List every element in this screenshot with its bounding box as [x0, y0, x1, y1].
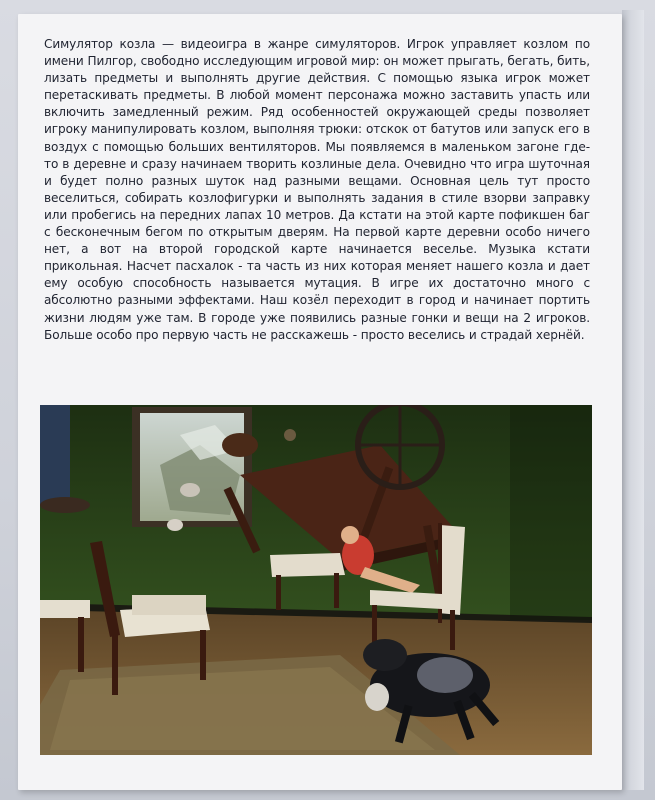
article-paragraph: Симулятор козла — видеоигра в жанре симуляторов. Игрок управляет козлом по имени Пилгор, свободно исследующим игровой мир: он может прыгать, бегать, бить, лизать предметы и выполнять другие действия. С помощью языка игрок может перетаскивать предметы. В любой момент персонажа можно заставить упасть или включить замедленный режим. Ряд особенностей окружающей среды позволяет игроку манипулировать козлом, выполняя трюки: отскок от батутов или запуск его в воздух с помощью больших вентиляторов. Мы появляемся в маленьком загоне где-то в деревне и сразу начинаем творить козлиные дела. Очевидно что игра шуточная и будет полно разных шуток над разными вещами. Основная цель тут просто веселиться, собирать козлофигурки и выполнять задания в стиле взорви заправку или пробегись на передних лапах 10 метров. Да кстати на этой карте пофикшен баг с бесконечным бегом по открытым дверям. На первой карте деревни особо ничего нет, а вот на второй городской карте начинается веселье. Музыка кстати прикольная. Насчет пасхалок - та часть из них которая меняет нашего козла и дает ему особую способность называется мутация. В игре их достаточно много с абсолютно разными эффектами. Наш козёл переходит в город и начинает портить жизни людям уже там. В городе уже появились разные гонки и вещи на 2 игроков. Больше особо про первую часть не расскажешь - просто веселись и страдай хернёй.: [44, 37, 590, 342]
photo-background-edge: [622, 10, 644, 790]
game-screenshot: [40, 405, 592, 755]
